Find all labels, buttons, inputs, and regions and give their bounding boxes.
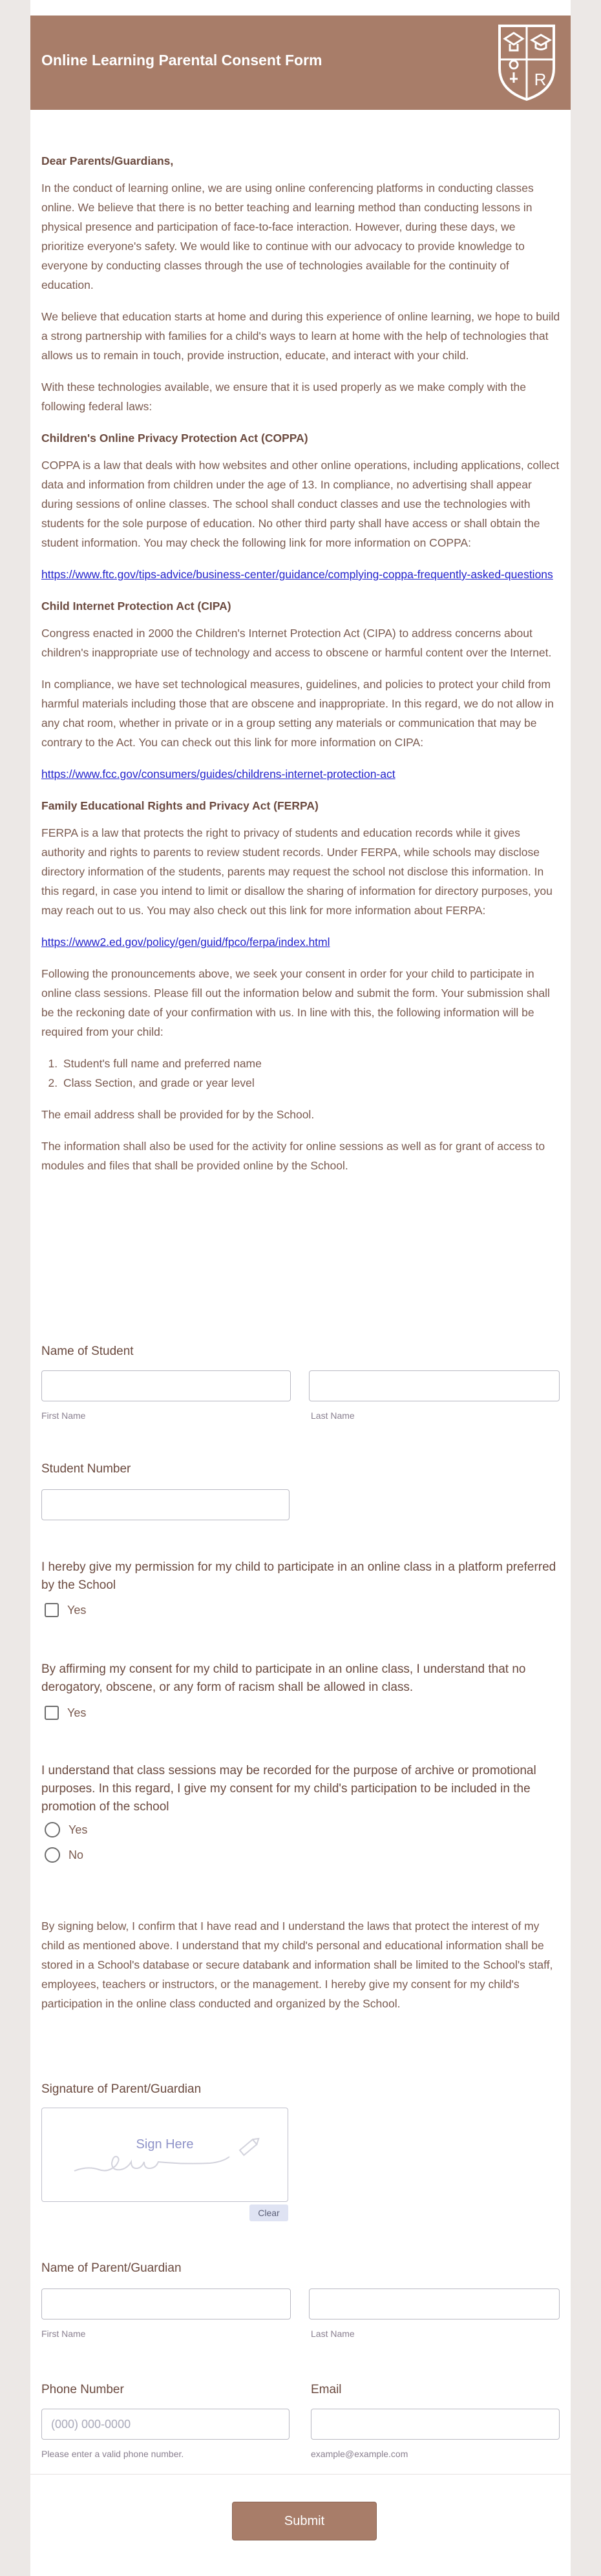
affirm-question: By affirming my consent for my child to participate in an online class, I understand that no derogatory, obscene, or any form of racism shall be allowed in class. <box>41 1662 526 1694</box>
affirm-yes-checkbox[interactable] <box>45 1706 59 1720</box>
crest-letter: R <box>534 70 547 89</box>
intro-paragraph-5: The email address shall be provided for by the School. <box>41 1108 315 1121</box>
cipa-link[interactable]: https://www.fcc.gov/consumers/guides/childrens-internet-protection-act <box>41 768 395 780</box>
permission-yes-checkbox[interactable] <box>45 1603 59 1617</box>
student-first-name-input[interactable] <box>41 1370 291 1401</box>
coppa-heading: Children's Online Privacy Protection Act (COPPA) <box>41 432 308 445</box>
affirmation-text: By signing below, I confirm that I have read and I understand the laws that protect the interest of my child as mentioned above. I understand that my child's personal and educational information shall be stored in a School's database or secure databank and information shall be limited to the School's staff, employees, teachers or instructors, or the management. I hereby give my consent for my child's participation in the online class conducted and organized by the School. <box>41 1920 553 2010</box>
cipa-heading: Child Internet Protection Act (CIPA) <box>41 600 231 613</box>
parent-last-name-input[interactable] <box>309 2288 560 2319</box>
intro-paragraph-3: With these technologies available, we ensure that it is used properly as we make comply with the following federal laws: <box>41 381 526 413</box>
form-header <box>30 16 571 110</box>
form-title: Online Learning Parental Consent Form <box>41 52 322 68</box>
cipa-text-2: In compliance, we have set technological measures, guidelines, and policies to protect your child from harmful materials including those that are obscene and inappropriate. In this regard, we do not allow in any chat room, whether in private or in a group setting any materials or communication that may be contrary to the Act. You can check out this link for more information on CIPA: <box>41 678 554 749</box>
parent-name-label: Name of Parent/Guardian <box>41 2261 182 2275</box>
signature-pad[interactable] <box>41 2108 288 2202</box>
ferpa-link[interactable]: https://www2.ed.gov/policy/gen/guid/fpco/ferpa/index.html <box>41 936 330 948</box>
sign-here-text: Sign Here <box>136 2137 194 2152</box>
option-label: No <box>69 1848 84 1861</box>
cipa-text-1: Congress enacted in 2000 the Children's Internet Protection Act (CIPA) to address concerns about children's inappropriate use of technology and access to obscene or harmful content over the Internet. <box>41 627 552 659</box>
email-label: Email <box>311 2383 342 2396</box>
email-sublabel: example@example.com <box>311 2449 408 2459</box>
first-name-sublabel: First Name <box>41 2329 86 2339</box>
affirm-yes-option[interactable] <box>45 1706 86 1720</box>
coppa-link[interactable]: https://www.ftc.gov/tips-advice/business-center/guidance/complying-coppa-frequently-asked-questions <box>41 568 553 581</box>
recording-no-radio[interactable] <box>45 1847 60 1863</box>
last-name-sublabel: Last Name <box>311 1410 355 1421</box>
phone-label: Phone Number <box>41 2383 124 2396</box>
option-label: Yes <box>67 1706 87 1719</box>
recording-yes-option[interactable] <box>45 1822 87 1838</box>
parent-first-name-input[interactable] <box>41 2288 291 2319</box>
option-label: Yes <box>67 1603 87 1617</box>
phone-sublabel: Please enter a valid phone number. <box>41 2449 184 2459</box>
coppa-text: COPPA is a law that deals with how websites and other online operations, including applications, collect data and information from children under the age of 13. In compliance, no advertising shall appear during sessions of online classes. The school shall conduct classes and use the technologies with students for the sole purpose of education. No other third party shall have access or shall obtain the student information. You may check the following link for more information on COPPA: <box>41 459 560 549</box>
permission-question: I hereby give my permission for my child to participate in an online class in a platform preferred by the School <box>41 1560 556 1592</box>
student-last-name-input[interactable] <box>309 1370 560 1401</box>
footer-divider <box>30 2474 571 2475</box>
recording-no-option[interactable] <box>45 1847 83 1863</box>
intro-paragraph-2: We believe that education starts at home and during this experience of online learning, we hope to build a strong partnership with families for a child's ways to learn at home with the help of technologies that allows us to remain in touch, provide instruction, educate, and interact with your child. <box>41 310 560 362</box>
ferpa-text: FERPA is a law that protects the right to privacy of students and education records while it gives authority and rights to parents to review student records. Under FERPA, while schools may disclose directory information of the students, parents may request the school not disclose this information. In this regard, in case you intend to limit or disallow the sharing of information for directory purposes, you may reach out to us. You may also check out this link for more information about FERPA: <box>41 826 553 917</box>
ferpa-heading: Family Educational Rights and Privacy Act (FERPA) <box>41 799 319 812</box>
intro-text <box>41 151 561 1188</box>
list-item: 2. Class Section, and grade or year level <box>61 1073 561 1093</box>
list-item: 1. Student's full name and preferred name <box>61 1054 561 1073</box>
intro-paragraph-1: In the conduct of learning online, we are using online conferencing platforms in conducting classes online. We believe that there is no better teaching and learning method than conducting lessons in physical presence and participation of face-to-face interaction. However, during these days, we prioritize everyone's safety. We would like to continue with our advocacy to provide knowledge to everyone by conducting classes through the use of technologies available for the continuity of education. <box>41 182 534 291</box>
student-name-label: Name of Student <box>41 1345 134 1358</box>
recording-question: I understand that class sessions may be recorded for the purpose of archive or promotional purposes. In this regard, I give my consent for my child's participation to be included in the promotion of the school <box>41 1764 536 1814</box>
student-number-input[interactable] <box>41 1489 290 1520</box>
greeting: Dear Parents/Guardians, <box>41 154 174 167</box>
option-label: Yes <box>69 1823 88 1836</box>
intro-paragraph-6: The information shall also be used for the activity for online sessions as well as for grant of access to modules and files that shall be provided online by the School. <box>41 1140 545 1172</box>
student-number-label: Student Number <box>41 1462 131 1476</box>
permission-yes-option[interactable] <box>45 1603 86 1617</box>
school-crest-icon <box>494 23 559 102</box>
phone-input[interactable] <box>41 2409 290 2440</box>
last-name-sublabel: Last Name <box>311 2329 355 2339</box>
recording-yes-radio[interactable] <box>45 1822 60 1838</box>
submit-button[interactable]: Submit <box>232 2502 377 2540</box>
intro-paragraph-4: Following the pronouncements above, we seek your consent in order for your child to participate in online class sessions. Please fill out the information below and submit the form. Your submission shall be the reckoning date of your confirmation with us. In line with this, the following information will be required from your child: <box>41 967 550 1038</box>
first-name-sublabel: First Name <box>41 1410 86 1421</box>
email-input[interactable] <box>311 2409 560 2440</box>
required-info-list <box>41 1054 561 1093</box>
clear-signature-button[interactable]: Clear <box>249 2204 288 2221</box>
signature-label: Signature of Parent/Guardian <box>41 2082 202 2096</box>
